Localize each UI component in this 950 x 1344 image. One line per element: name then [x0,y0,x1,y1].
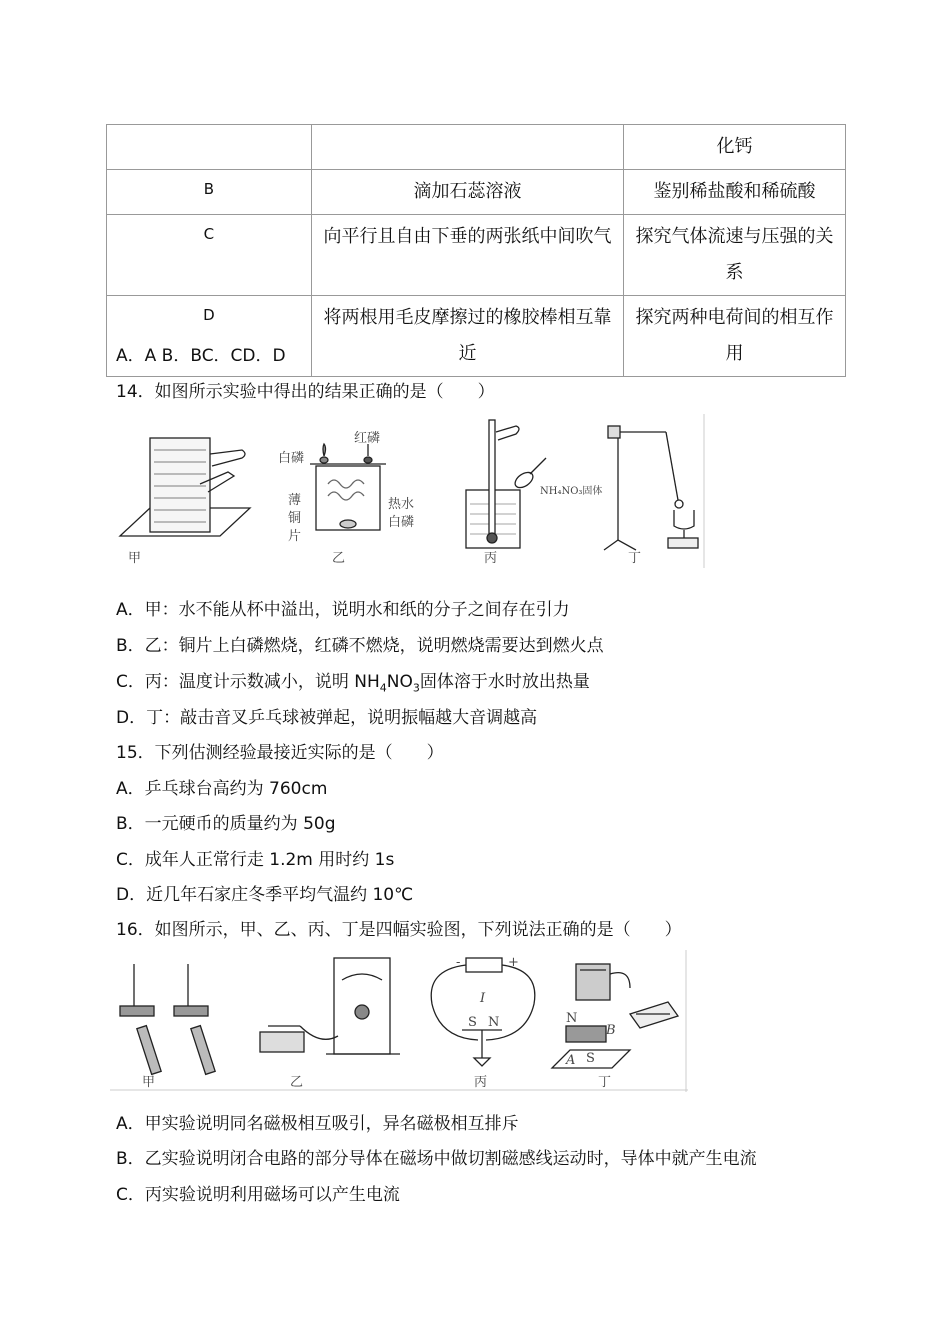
table-cell: 鉴别稀盐酸和稀硫酸 [624,170,846,215]
q15-stem: 15．下列估测经验最接近实际的是（ ） [116,743,444,763]
table-cell: C [107,215,312,296]
q16-figure [110,950,688,1092]
q14-option-b: B．乙：铜片上白磷燃烧，红磷不燃烧，说明燃烧需要达到燃火点 [116,636,604,656]
experiment-options-table [106,124,846,377]
q14-option-c [116,670,590,700]
q16-option-a: A．甲实验说明同名磁极相互吸引，异名磁极相互排斥 [116,1114,519,1134]
label-minus: - [456,955,461,970]
q16-stem: 16．如图所示，甲、乙、丙、丁是四幅实验图，下列说法正确的是（ ） [116,920,682,940]
copper-plate-char: 铜 [288,511,302,526]
copper-plate-char: 薄 [288,493,302,508]
q14-option-c-subscript: 3 [412,681,420,695]
label-n: N [488,1015,500,1030]
q14-option-c-text: 固体溶于水时放出热量 [419,672,590,692]
label-nh4no3-solid: NH₄NO₃固体 [540,486,603,497]
q14-stem: 14．如图所示实验中得出的结果正确的是（ ） [116,382,495,402]
table-cell: B [107,170,312,215]
label-s-ding: S [586,1051,595,1066]
label-current-i: I [480,991,486,1006]
copper-plate-char: 片 [288,529,302,544]
figure-label-yi: 乙 [290,1075,304,1090]
q15-option-b: B．一元硬币的质量约为 50g [116,814,336,834]
label-s: S [468,1015,477,1030]
table-cell: D [107,296,312,377]
q15-option-a: A．乒乓球台高约为 760cm [116,779,328,799]
table-cell [311,125,623,170]
label-n-ding: N [566,1011,578,1026]
q14-option-c-text: NO [386,672,413,692]
q13-answer-options: A．A B．BC．CD．D [116,346,286,366]
q14-option-c-subscript: 4 [379,681,387,695]
figure-label-bing: 丙 [484,551,498,566]
table-row [107,215,846,296]
label-red-phosphorus: 红磷 [354,431,381,446]
q14-option-c-text: C．丙：温度计示数减小，说明 NH [116,672,380,692]
figure-label-yi: 乙 [332,551,346,566]
figure-label-jia: 甲 [142,1075,156,1090]
table-cell: 将两根用毛皮摩擦过的橡胶棒相互靠近 [311,296,623,377]
table-row [107,170,846,215]
table-cell [107,125,312,170]
label-plus: + [508,955,519,970]
q16-option-b: B．乙实验说明闭合电路的部分导体在磁场中做切割磁感线运动时，导体中就产生电流 [116,1149,757,1169]
label-white-phosphorus-bottom: 白磷 [388,515,415,530]
q14-option-a: A．甲：水不能从杯中溢出，说明水和纸的分子之间存在引力 [116,600,570,620]
figure-label-jia: 甲 [128,551,142,566]
figure-label-bing: 丙 [474,1075,488,1090]
q16-option-c: C．丙实验说明利用磁场可以产生电流 [116,1185,400,1205]
label-b: B [606,1023,616,1038]
label-hot-water: 热水 [388,497,415,512]
table-cell: 探究两种电荷间的相互作用 [624,296,846,377]
q14-figure [110,414,706,568]
label-a: A [566,1053,576,1068]
q15-option-d: D．近几年石家庄冬季平均气温约 10℃ [116,885,414,905]
table-cell: 化钙 [624,125,846,170]
table-cell: 滴加石蕊溶液 [311,170,623,215]
figure-label-ding: 丁 [598,1075,612,1090]
figure-label-ding: 丁 [628,551,642,566]
table-cell: 探究气体流速与压强的关系 [624,215,846,296]
q14-option-d: D．丁：敲击音叉乒乓球被弹起，说明振幅越大音调越高 [116,708,538,728]
table-cell: 向平行且自由下垂的两张纸中间吹气 [311,215,623,296]
label-white-phosphorus-top: 白磷 [278,451,305,466]
table-row [107,125,846,170]
q15-option-c: C．成年人正常行走 1.2m 用时约 1s [116,850,395,870]
